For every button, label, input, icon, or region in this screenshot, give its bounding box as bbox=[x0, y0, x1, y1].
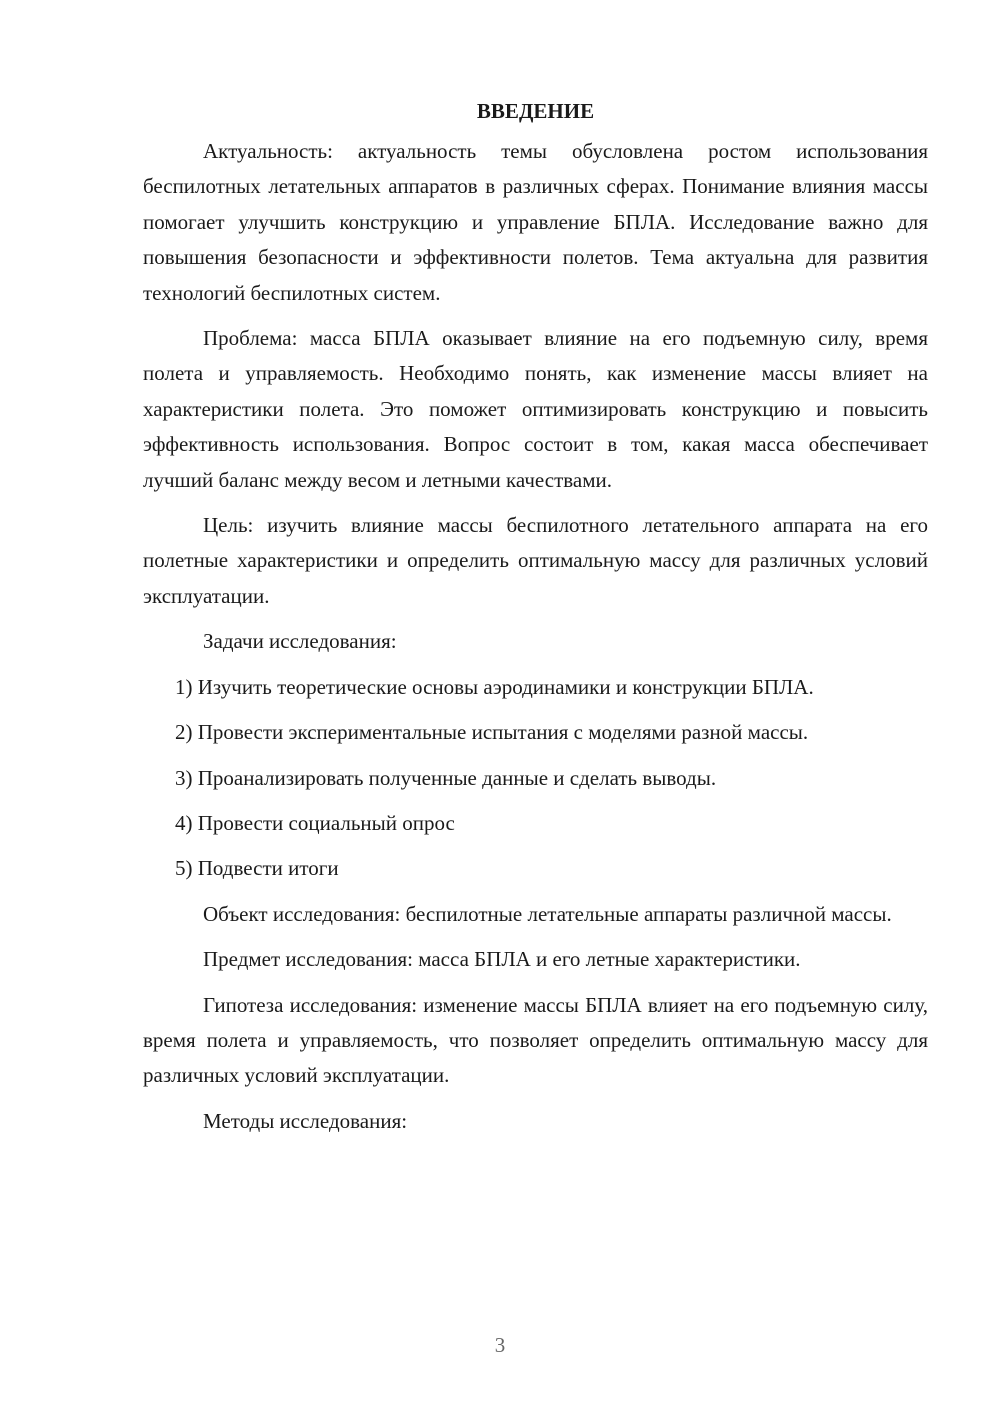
page-number: 3 bbox=[494, 1333, 506, 1357]
paragraph-hypothesis: Гипотеза исследования: изменение массы БПЛА влияет на его подъемную силу, время полета и управляемость, что позволяет определить оптимальную массу для различных условий эксплуатации. bbox=[143, 992, 928, 1088]
page-title: ВВЕДЕНИЕ bbox=[476, 99, 595, 123]
paragraph-goal: Цель: изучить влияние массы беспилотного летательного аппарата на его полетные характеристики и определить оптимальную массу для различных условий эксплуатации. bbox=[143, 513, 928, 608]
paragraph-relevance: Актуальность: актуальность темы обусловлена ростом использования беспилотных летательных аппаратов в различных сферах. Понимание влияния массы помогает улучшить конструкцию и управление БПЛА. Исследование важно для повышения безопасности и эффективности полетов. Тема актуальна для развития технологий беспилотных систем. bbox=[143, 139, 928, 305]
paragraph-methods: Методы исследования: bbox=[203, 1108, 408, 1133]
task-item-5: 5) Подвести итоги bbox=[175, 856, 339, 881]
paragraph-tasks-heading: Задачи исследования: bbox=[203, 629, 397, 654]
paragraph-problem: Проблема: масса БПЛА оказывает влияние на его подъемную силу, время полета и управляемость. Необходимо понять, как изменение массы влияет на характеристики полета. Это поможет оптимизировать конструкцию и повысить эффективность использования. Вопрос состоит в том, какая масса обеспечивает лучший баланс между весом и летными качествами. bbox=[143, 326, 928, 492]
paragraph-object: Объект исследования: беспилотные летательные аппараты различной массы. bbox=[203, 901, 892, 926]
task-item-3: 3) Проанализировать полученные данные и сделать выводы. bbox=[175, 765, 717, 790]
task-item-1: 1) Изучить теоретические основы аэродинамики и конструкции БПЛА. bbox=[175, 674, 814, 699]
paragraph-subject: Предмет исследования: масса БПЛА и его летные характеристики. bbox=[203, 947, 801, 972]
document-page bbox=[143, 96, 928, 1149]
task-item-4: 4) Провести социальный опрос bbox=[175, 810, 455, 835]
task-item-2: 2) Провести экспериментальные испытания с моделями разной массы. bbox=[175, 720, 809, 745]
